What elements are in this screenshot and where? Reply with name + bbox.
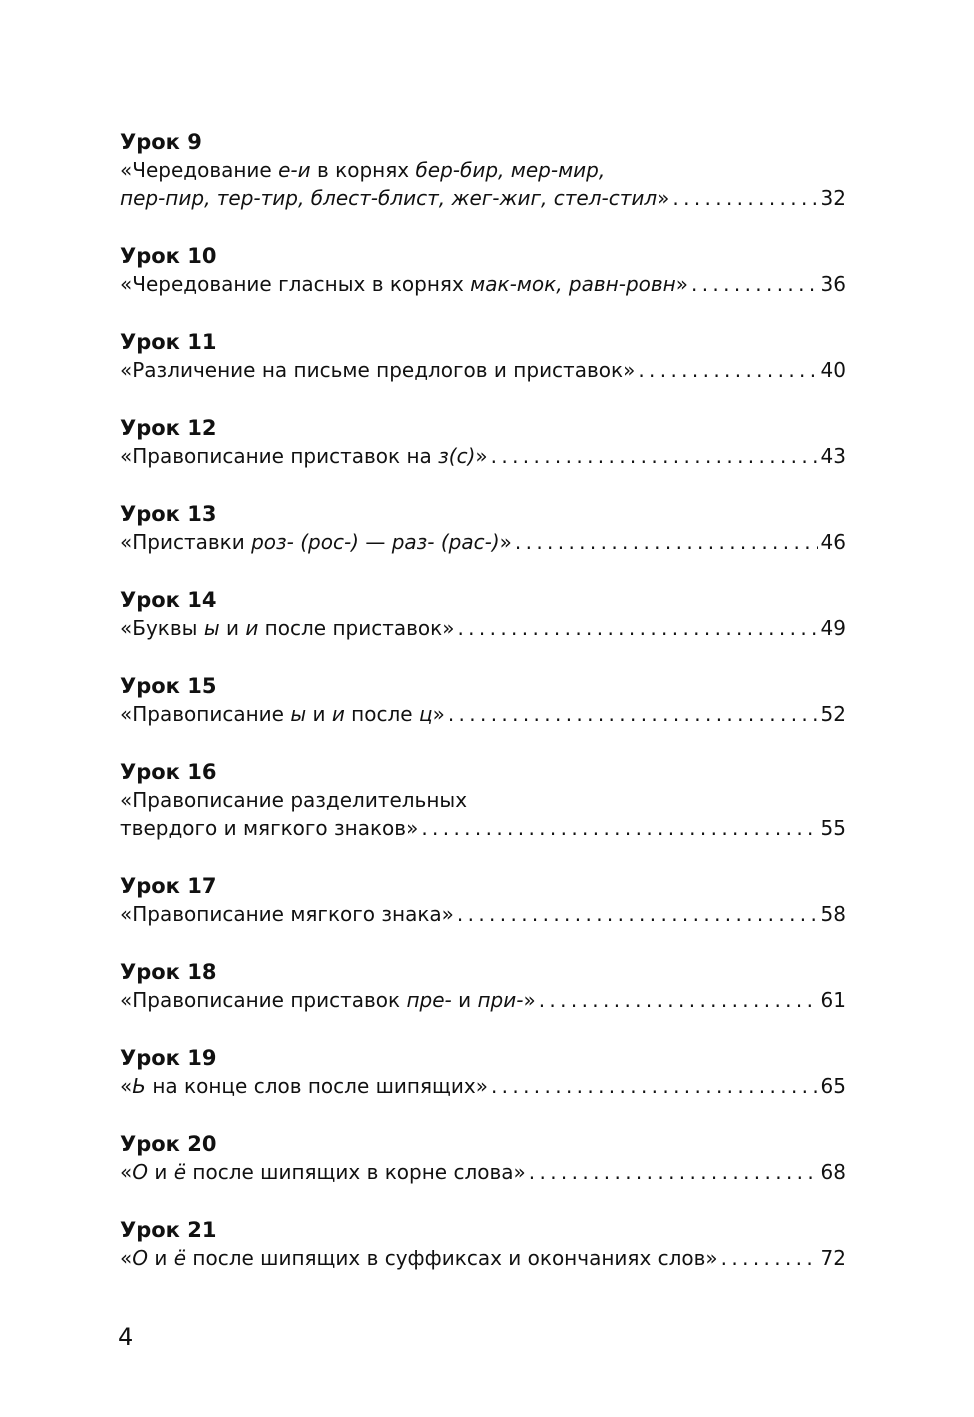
italic-term: и: [331, 702, 345, 726]
toc-entry[interactable]: [120, 872, 846, 928]
toc-entry[interactable]: [120, 500, 846, 556]
toc-entry[interactable]: [120, 672, 846, 728]
text-segment: «Приставки: [120, 530, 252, 554]
dot-leader: [448, 700, 818, 728]
text-segment: после: [344, 702, 419, 726]
toc-entry-text: [120, 986, 536, 1014]
text-segment: «Чередование гласных в корнях: [120, 272, 471, 296]
italic-term: О: [132, 1246, 148, 1270]
text-segment: «Правописание разделительных: [120, 788, 468, 812]
text-segment: «Чередование: [120, 158, 279, 182]
dot-leader: [491, 1072, 818, 1100]
toc-entry[interactable]: [120, 586, 846, 642]
toc-entry[interactable]: [120, 1044, 846, 1100]
italic-term: ы: [203, 616, 220, 640]
dot-leader: [721, 1244, 818, 1272]
toc-entry-text-line: [120, 156, 846, 184]
toc-page-number: 46: [820, 530, 846, 554]
dot-leader: [421, 814, 817, 842]
toc-entry-leader-line: [120, 900, 846, 928]
toc-entry-title: Урок 10: [120, 244, 217, 268]
text-segment: и: [148, 1246, 174, 1270]
toc-entry-text: [120, 814, 418, 842]
toc-entry-text: [120, 700, 445, 728]
toc-page-number: 65: [820, 1074, 846, 1098]
dot-leader: [457, 900, 818, 928]
toc-entry-text: [120, 900, 454, 928]
toc-entry-text: [120, 270, 688, 298]
italic-term: е-и: [278, 158, 311, 182]
text-segment: «: [120, 1074, 133, 1098]
text-segment: в корнях: [310, 158, 416, 182]
toc-entry-leader-line: [120, 814, 846, 842]
toc-entry-title: Урок 20: [120, 1132, 217, 1156]
italic-term: Ь: [132, 1074, 146, 1098]
toc-entry-text: [120, 528, 512, 556]
toc-entry-title: Урок 12: [120, 416, 217, 440]
text-segment: «Различение на письме предлогов и приставок»: [120, 358, 636, 382]
italic-term: ё: [173, 1246, 187, 1270]
toc-entry-text: [120, 788, 467, 812]
text-segment: »: [475, 444, 488, 468]
toc-entry[interactable]: [120, 958, 846, 1014]
toc-entry-title: Урок 17: [120, 874, 217, 898]
toc-entry-text: [120, 1244, 718, 1272]
text-segment: »: [499, 530, 512, 554]
toc-entry-text: [120, 442, 488, 470]
dot-leader: [491, 442, 818, 470]
toc-entry-leader-line: [120, 1158, 846, 1186]
text-segment: после шипящих в суффиксах и окончаниях слов»: [186, 1246, 718, 1270]
italic-term: ё: [173, 1160, 187, 1184]
toc-entry-leader-line: [120, 184, 846, 212]
italic-term: О: [132, 1160, 148, 1184]
text-segment: после приставок»: [258, 616, 455, 640]
text-segment: »: [523, 988, 536, 1012]
page-number: 4: [118, 1323, 134, 1351]
text-segment: »: [432, 702, 445, 726]
toc-entry-leader-line: [120, 356, 846, 384]
toc-page-number: 40: [820, 358, 846, 382]
toc-entry-leader-line: [120, 986, 846, 1014]
text-segment: «Правописание приставок: [120, 988, 407, 1012]
text-segment: «Правописание: [120, 702, 291, 726]
dot-leader: [691, 270, 818, 298]
text-segment: »: [675, 272, 688, 296]
toc-entry-leader-line: [120, 270, 846, 298]
table-of-contents: [120, 128, 846, 1272]
italic-term: раз- (рас-): [391, 530, 500, 554]
text-segment: «Буквы: [120, 616, 204, 640]
toc-page-number: 49: [820, 616, 846, 640]
text-segment: и: [219, 616, 246, 640]
toc-entry-text-line: [120, 786, 846, 814]
dot-leader: [529, 1158, 818, 1186]
text-segment: твердого и мягкого знаков»: [120, 816, 419, 840]
toc-entry[interactable]: [120, 758, 846, 842]
italic-term: роз- (рос-): [251, 530, 359, 554]
toc-entry-text: [120, 1072, 488, 1100]
dot-leader: [672, 184, 817, 212]
italic-term: пер-пир, тер-тир, блест-блист, жег-жиг, стел-стил: [120, 186, 658, 210]
italic-term: з(с): [438, 444, 476, 468]
toc-entry-leader-line: [120, 1244, 846, 1272]
dot-leader: [457, 614, 817, 642]
text-segment: «: [120, 1246, 133, 1270]
toc-entry[interactable]: [120, 128, 846, 212]
dot-leader: [515, 528, 818, 556]
toc-page-number: 55: [820, 816, 846, 840]
toc-entry-title: Урок 13: [120, 502, 217, 526]
toc-entry-leader-line: [120, 614, 846, 642]
italic-term: и: [245, 616, 259, 640]
toc-entry-text: [120, 184, 669, 212]
toc-page-number: 58: [820, 902, 846, 926]
text-segment: «Правописание мягкого знака»: [120, 902, 454, 926]
toc-entry-leader-line: [120, 528, 846, 556]
toc-entry-leader-line: [120, 442, 846, 470]
toc-entry[interactable]: [120, 328, 846, 384]
italic-term: при-: [477, 988, 524, 1012]
toc-page-number: 52: [820, 702, 846, 726]
text-segment: »: [657, 186, 670, 210]
toc-entry-leader-line: [120, 700, 846, 728]
toc-entry-title: Урок 11: [120, 330, 217, 354]
dot-leader: [539, 986, 818, 1014]
toc-entry[interactable]: [120, 242, 846, 298]
toc-entry[interactable]: [120, 1130, 846, 1186]
text-segment: на конце слов после шипящих»: [145, 1074, 488, 1098]
italic-term: мак-мок, равн-ровн: [470, 272, 676, 296]
toc-page-number: 61: [820, 988, 846, 1012]
toc-page-number: 36: [820, 272, 846, 296]
dot-leader: [638, 356, 817, 384]
toc-entry-text: [120, 614, 454, 642]
text-segment: и: [451, 988, 478, 1012]
text-segment: «: [120, 1160, 133, 1184]
toc-entry-title: Урок 15: [120, 674, 217, 698]
text-segment: —: [358, 530, 392, 554]
toc-entry-title: Урок 18: [120, 960, 217, 984]
toc-entry-text: [120, 158, 605, 182]
toc-entry-title: Урок 16: [120, 760, 217, 784]
toc-page-number: 68: [820, 1160, 846, 1184]
toc-entry-title: Урок 21: [120, 1218, 217, 1242]
toc-entry-title: Урок 9: [120, 130, 202, 154]
text-segment: и: [306, 702, 332, 726]
toc-entry[interactable]: [120, 414, 846, 470]
toc-page-number: 72: [820, 1246, 846, 1270]
italic-term: пре-: [406, 988, 452, 1012]
toc-page-number: 43: [820, 444, 846, 468]
italic-term: ы: [290, 702, 307, 726]
toc-entry-text: [120, 1158, 526, 1186]
toc-entry-leader-line: [120, 1072, 846, 1100]
toc-page-number: 32: [820, 186, 846, 210]
italic-term: ц: [418, 702, 433, 726]
text-segment: после шипящих в корне слова»: [186, 1160, 526, 1184]
text-segment: и: [148, 1160, 174, 1184]
text-segment: «Правописание приставок на: [120, 444, 439, 468]
italic-term: бер-бир, мер-мир,: [415, 158, 606, 182]
toc-entry-title: Урок 19: [120, 1046, 217, 1070]
toc-entry[interactable]: [120, 1216, 846, 1272]
toc-entry-text: [120, 356, 635, 384]
toc-entry-title: Урок 14: [120, 588, 217, 612]
